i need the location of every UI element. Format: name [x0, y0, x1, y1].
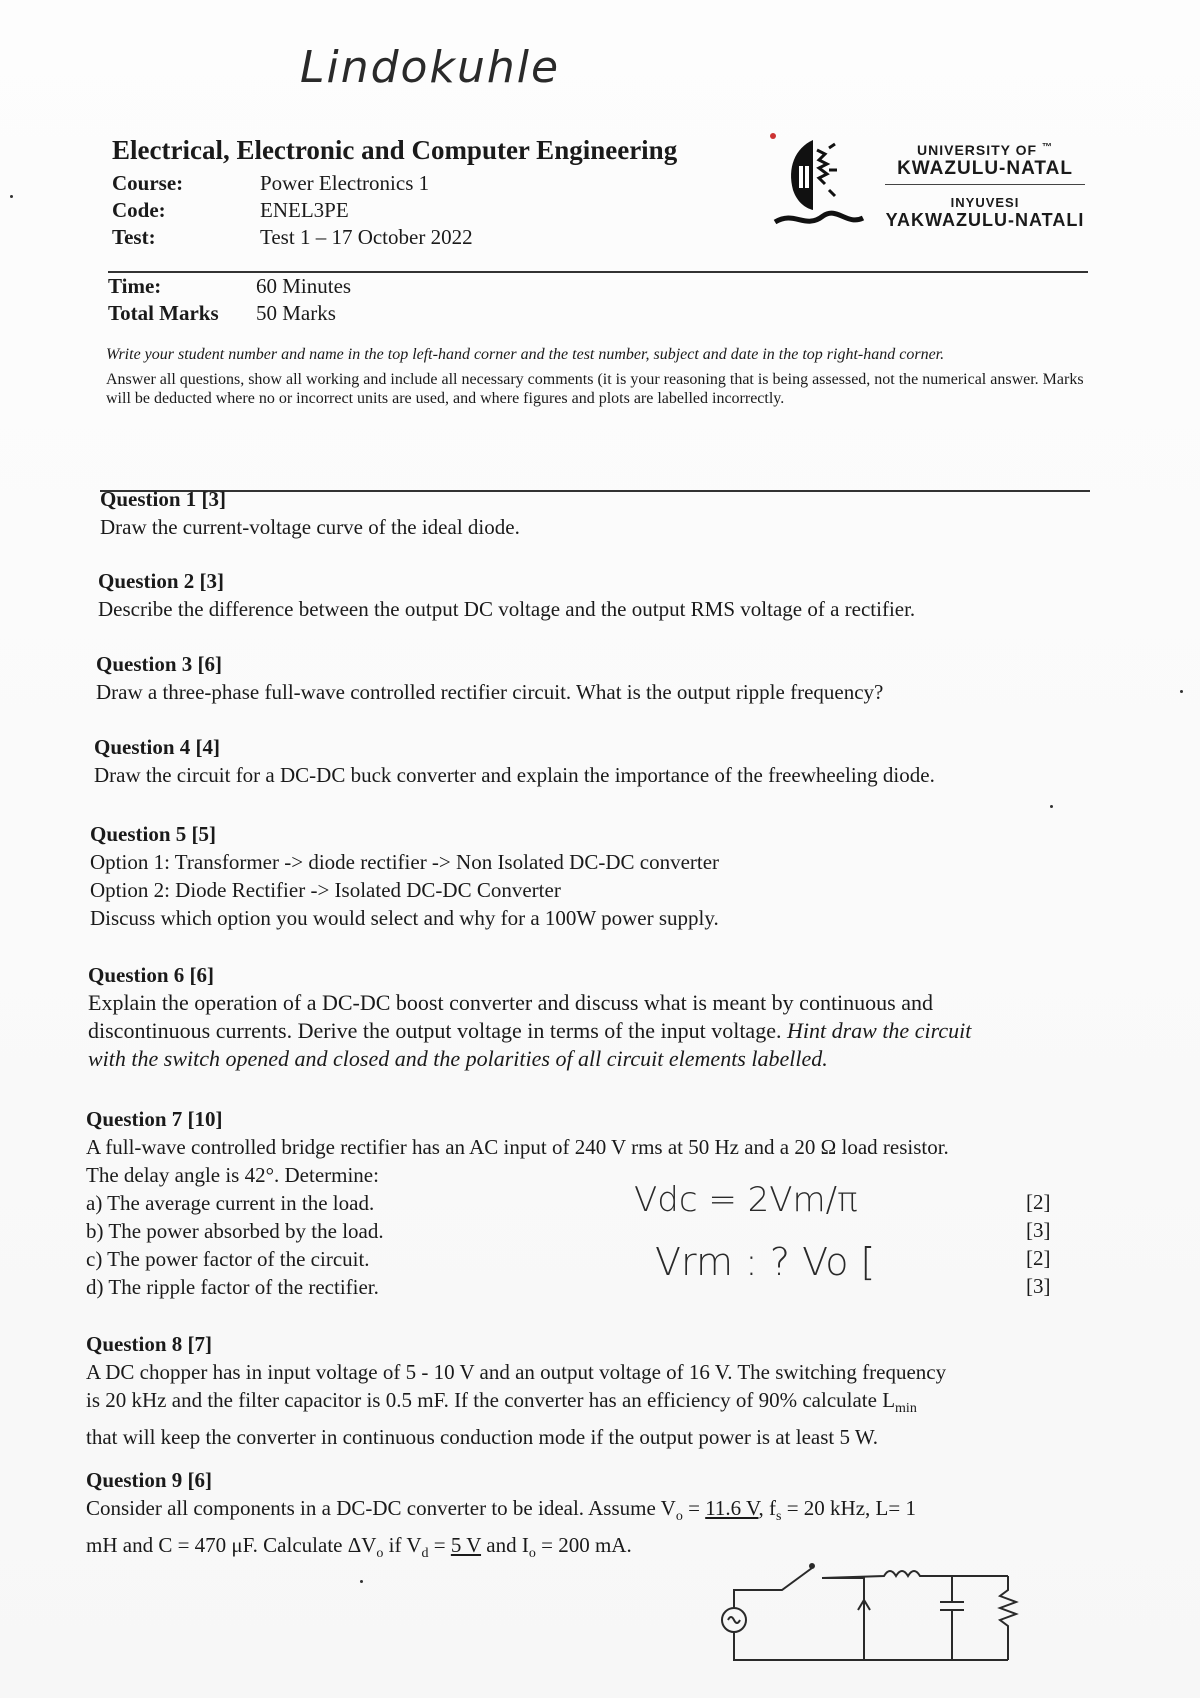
handwritten-circuit-sketch [712, 1540, 1072, 1670]
question-7-item-c-marks: [2] [1026, 1246, 1051, 1270]
total-marks-label: Total Marks [108, 301, 219, 325]
handwritten-vdc-formula: Vdc = 2Vm/π [634, 1180, 858, 1220]
code-label: Code: [112, 198, 166, 222]
question-5-option-2: Option 2: Diode Rectifier -> Isolated DC-DC Converter [90, 878, 561, 902]
total-marks-value: 50 Marks [256, 301, 336, 325]
underlined-vd-value: 5 V [450, 1533, 482, 1558]
question-8-line-3: that will keep the converter in continuous conduction mode if the output power is at least 5 W. [86, 1425, 878, 1450]
question-7 [86, 1105, 1106, 1301]
question-7-item-c: c) The power factor of the circuit. [86, 1247, 370, 1271]
code-value: ENEL3PE [260, 198, 349, 222]
question-7-item-d: d) The ripple factor of the rectifier. [86, 1275, 379, 1299]
time-row [108, 273, 351, 300]
question-7-item-b: b) The power absorbed by the load. [86, 1219, 384, 1243]
question-4-title: Question 4 [4] [94, 735, 220, 759]
question-8-line-2: is 20 kHz and the filter capacitor is 0.5 mF. If the converter has an efficiency of 90% calculate $L_{min}$ [86, 1388, 917, 1417]
question-1 [100, 485, 1120, 541]
question-8-body [86, 1358, 1106, 1451]
question-6-line-2: discontinuous currents. Derive the output voltage in terms of the input voltage. Hint draw the circuit [88, 1018, 972, 1043]
course-label: Course: [112, 171, 184, 195]
time-block [108, 273, 351, 327]
question-1-body: Draw the current-voltage curve of the ideal diode. [100, 515, 520, 539]
question-7-title: Question 7 [10] [86, 1107, 223, 1131]
total-marks-row [108, 300, 351, 327]
question-6-title: Question 6 [6] [88, 963, 214, 987]
question-3 [96, 650, 1116, 706]
capacitor-icon [940, 1576, 964, 1660]
question-2-title: Question 2 [3] [98, 569, 224, 593]
question-7-item-d-marks: [3] [1026, 1274, 1051, 1298]
handwritten-signature: Lindokuhle [300, 42, 561, 93]
question-6-hint: Hint draw the circuit [786, 1018, 972, 1043]
question-4-body: Draw the circuit for a DC-DC buck converter and explain the importance of the freewheeling diode. [94, 763, 935, 787]
question-9-title: Question 9 [6] [86, 1468, 212, 1492]
question-7-item-a-marks: [2] [1026, 1190, 1051, 1214]
instructions [106, 345, 1096, 408]
question-1-title: Question 1 [3] [100, 487, 226, 511]
question-8 [86, 1330, 1106, 1451]
question-9-line-1: Consider all components in a DC-DC converter to be ideal. Assume $V_o = 11.6$ V, $f_s = 20$ kHz, L= 1 [86, 1496, 916, 1525]
logo-divider [885, 184, 1085, 185]
university-crest-icon [765, 130, 875, 240]
instruction-line-2: Answer all questions, show all working and include all necessary comments (it is your reasoning that is being assessed, not the numerical answer. Marks will be deducted where no or incorrect units are used, and where figures and plots are labelled incorrectly. [106, 371, 1084, 407]
question-5-body [90, 848, 1110, 932]
question-7-body [86, 1133, 1106, 1301]
question-8-title: Question 8 [7] [86, 1332, 212, 1356]
instruction-line-1: Write your student number and name in the top left-hand corner and the test number, subject and date in the top right-hand corner. [106, 346, 945, 363]
trademark-mark: ™ [1041, 142, 1053, 153]
question-3-title: Question 3 [6] [96, 652, 222, 676]
university-name [885, 142, 1085, 231]
underlined-vo-value: 11.6 V [705, 1496, 759, 1520]
question-6-body [88, 989, 1108, 1073]
time-value: 60 Minutes [256, 274, 352, 298]
question-7-line-2: The delay angle is 42°. Determine: [86, 1163, 379, 1187]
university-logo [765, 130, 1085, 240]
question-5-prompt: Discuss which option you would select and why for a 100W power supply. [90, 906, 719, 930]
handwritten-vrm-note: Vrm : ? Vo [ [655, 1240, 876, 1284]
logo-line-2: KWAZULU-NATAL [897, 158, 1073, 179]
scan-speck [10, 195, 13, 198]
course-value: Power Electronics 1 [260, 171, 430, 195]
question-9-line-2: mH and C = 470 μF. Calculate $\Delta V_o$ if $V_d = 5$ V and $I_o = 200$ mA. [86, 1533, 632, 1562]
question-7-item-b-marks: [3] [1026, 1218, 1051, 1242]
question-7-items [86, 1189, 1106, 1301]
question-7-item-a: a) The average current in the load. [86, 1191, 375, 1215]
question-5-option-1: Option 1: Transformer -> diode rectifier -> Non Isolated DC-DC converter [90, 850, 720, 874]
question-5-title: Question 5 [5] [90, 822, 216, 846]
question-6-line-3: with the switch opened and closed and the polarities of all circuit elements labelled. [88, 1046, 828, 1071]
question-6-line-1: Explain the operation of a DC-DC boost converter and discuss what is meant by continuous and [88, 990, 933, 1015]
scan-speck [1050, 805, 1053, 808]
question-3-body: Draw a three-phase full-wave controlled rectifier circuit. What is the output ripple frequency? [96, 680, 884, 704]
time-label: Time: [108, 274, 162, 298]
test-value: Test 1 – 17 October 2022 [260, 225, 473, 249]
scan-speck [1180, 690, 1183, 693]
question-7-line-1: A full-wave controlled bridge rectifier has an AC input of 240 V rms at 50 Hz and a 20 Ω load resistor. [86, 1135, 949, 1159]
scan-speck [360, 1580, 363, 1583]
question-6 [88, 961, 1108, 1073]
question-2 [98, 567, 1118, 623]
lmin-subscript: min [895, 1401, 917, 1417]
resistor-icon [1000, 1576, 1016, 1660]
question-2-body: Describe the difference between the output DC voltage and the output RMS voltage of a rectifier. [98, 597, 916, 621]
logo-line-4: YAKWAZULU-NATALI [885, 210, 1085, 230]
test-label: Test: [112, 225, 156, 249]
question-8-line-1: A DC chopper has in input voltage of 5 - 10 V and an output voltage of 16 V. The switching frequency [86, 1360, 947, 1384]
question-4 [94, 733, 1114, 789]
question-5 [90, 820, 1110, 932]
logo-line-3: INYUVESI [950, 195, 1020, 210]
department-title: Electrical, Electronic and Computer Engineering [112, 135, 678, 165]
logo-line-1: UNIVERSITY OF ™ [917, 142, 1053, 158]
